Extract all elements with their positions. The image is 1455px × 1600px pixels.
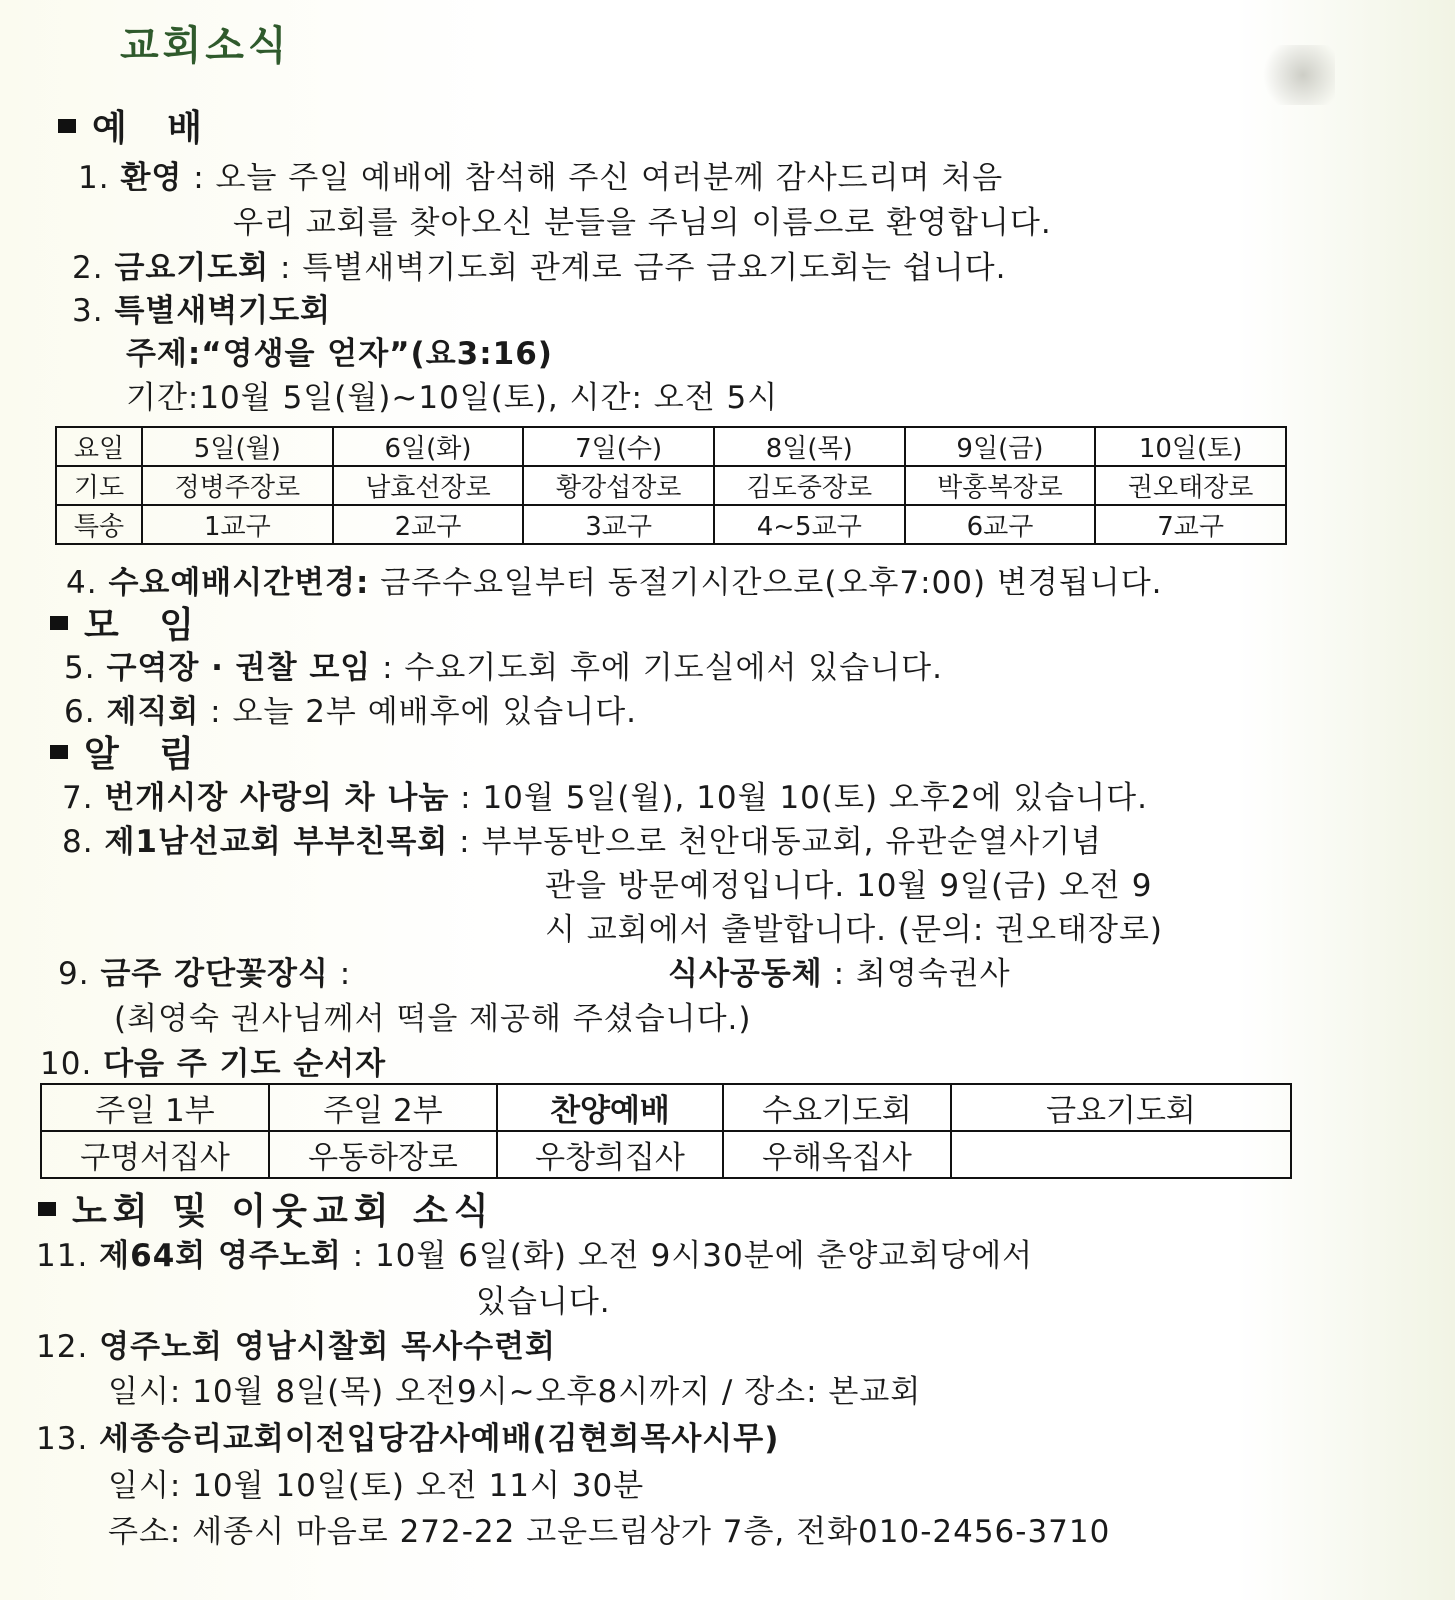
item-text: 수요기도회 후에 기도실에서 있습니다. xyxy=(404,650,943,686)
section-notice-title: 알 림 xyxy=(84,734,209,775)
table-cell: 박홍복장로 xyxy=(905,466,1096,505)
table-row xyxy=(41,1084,1291,1131)
item-text: 10월 5일(월), 10월 10(토) 오후2에 있습니다. xyxy=(482,780,1148,816)
table-cell: 금요기도회 xyxy=(951,1084,1291,1131)
item-10 xyxy=(40,1038,386,1083)
item-text: 금주수요일부터 동절기시간으로(오후7:00) 변경됩니다. xyxy=(380,565,1163,601)
item-number: 2. xyxy=(72,250,104,286)
item-9-note: (최영숙 권사님께서 떡을 제공해 주셨습니다.) xyxy=(114,1001,752,1037)
item-12 xyxy=(36,1321,556,1366)
item-5 xyxy=(64,642,943,687)
item-separator: : xyxy=(460,780,472,816)
item-label: 금요기도회 xyxy=(114,250,270,286)
table-cell: 주일 1부 xyxy=(41,1084,269,1131)
section-worship xyxy=(58,100,216,151)
item-separator: : xyxy=(382,650,394,686)
item-number: 8. xyxy=(62,824,94,860)
item-number: 11. xyxy=(36,1238,89,1274)
item-label: 금주 강단꽃장식 xyxy=(100,956,329,992)
item-separator: : xyxy=(193,160,205,196)
item-number: 7. xyxy=(62,780,94,816)
item-8-cont-2: 시 교회에서 출발합니다. (문의: 권오태장로) xyxy=(545,912,1163,948)
table-cell: 정병주장로 xyxy=(142,466,333,505)
item-13-address: 주소: 세종시 마음로 272-22 고운드림상가 7층, 전화010-2456-3710 xyxy=(108,1514,1111,1550)
item-label: 식사공동체 xyxy=(668,956,823,992)
prayer-schedule-table xyxy=(55,426,1287,545)
table-cell: 요일 xyxy=(56,427,142,466)
table-cell: 2교구 xyxy=(333,505,524,544)
item-2 xyxy=(72,242,1006,287)
item-11-cont: 있습니다. xyxy=(476,1284,611,1320)
section-notice xyxy=(50,726,208,777)
page-title: 교회소식 xyxy=(120,22,291,69)
table-cell: 6일(화) xyxy=(333,427,524,466)
table-cell: 3교구 xyxy=(523,505,714,544)
table-cell: 우해옥집사 xyxy=(723,1131,951,1178)
table-cell: 남효선장로 xyxy=(333,466,524,505)
item-3 xyxy=(72,285,331,330)
item-1-cont: 우리 교회를 찾아오신 분들을 주님의 이름으로 환영합니다. xyxy=(233,205,1052,241)
table-cell: 주일 2부 xyxy=(269,1084,497,1131)
bullet-square-icon xyxy=(50,616,68,630)
section-meeting-title: 모 임 xyxy=(84,605,209,646)
table-cell: 김도중장로 xyxy=(714,466,905,505)
bullet-square-icon xyxy=(38,1202,56,1216)
item-9 xyxy=(58,948,351,993)
item-text: 10월 6일(화) 오전 9시30분에 춘양교회당에서 xyxy=(374,1238,1034,1274)
table-cell: 우창희집사 xyxy=(497,1131,723,1178)
item-label: 특별새벽기도회 xyxy=(114,293,332,329)
item-9-meal xyxy=(668,948,1011,993)
item-separator: : xyxy=(280,250,292,286)
table-row xyxy=(41,1131,1291,1178)
item-label: 구역장 · 권찰 모임 xyxy=(106,650,372,686)
bullet-square-icon xyxy=(50,745,68,759)
table-row xyxy=(56,427,1286,466)
item-number: 3. xyxy=(72,293,104,329)
section-presbytery-title: 노회 및 이웃교회 소식 xyxy=(72,1191,495,1232)
table-cell: 구명서집사 xyxy=(41,1131,269,1178)
item-7 xyxy=(62,772,1148,817)
item-label: 수요예배시간변경: xyxy=(108,565,370,601)
paper-smudge xyxy=(1255,45,1335,105)
table-cell: 우동하장로 xyxy=(269,1131,497,1178)
item-number: 13. xyxy=(36,1421,89,1457)
item-number: 5. xyxy=(64,650,96,686)
item-label: 번개시장 사랑의 차 나눔 xyxy=(104,780,450,816)
section-presbytery xyxy=(38,1183,495,1234)
table-row xyxy=(56,466,1286,505)
item-number: 10. xyxy=(40,1046,93,1082)
table-cell: 9일(금) xyxy=(905,427,1096,466)
table-cell: 5일(월) xyxy=(142,427,333,466)
item-number: 6. xyxy=(64,694,96,730)
item-8-cont-1: 관을 방문예정입니다. 10월 9일(금) 오전 9 xyxy=(545,868,1153,904)
table-row xyxy=(56,505,1286,544)
table-cell: 8일(목) xyxy=(714,427,905,466)
next-week-prayer-table xyxy=(40,1083,1292,1179)
item-separator: : xyxy=(459,824,471,860)
item-separator: : xyxy=(210,694,222,730)
table-cell: 4~5교구 xyxy=(714,505,905,544)
item-text: 오늘 주일 예배에 참석해 주신 여러분께 감사드리며 처음 xyxy=(215,160,1004,196)
table-cell: 10일(토) xyxy=(1095,427,1286,466)
item-label: 제64회 영주노회 xyxy=(99,1238,342,1274)
item-label: 세종승리교회이전입당감사예배(김현희목사시무) xyxy=(99,1421,780,1457)
item-separator: : xyxy=(352,1238,365,1274)
item-13-date: 일시: 10월 10일(토) 오전 11시 30분 xyxy=(108,1468,645,1504)
item-text: : 최영숙권사 xyxy=(833,956,1011,992)
item-8 xyxy=(62,816,1102,861)
table-cell: 찬양예배 xyxy=(497,1084,723,1131)
table-cell: 7일(수) xyxy=(523,427,714,466)
table-cell xyxy=(951,1131,1291,1178)
table-cell: 7교구 xyxy=(1095,505,1286,544)
section-worship-title: 예 배 xyxy=(92,108,217,149)
item-11 xyxy=(36,1230,1033,1275)
item-text: 부부동반으로 천안대동교회, 유관순열사기념 xyxy=(481,824,1102,860)
item-label: 제직회 xyxy=(106,694,200,730)
item-3-theme: 주제:“영생을 얻자”(요3:16) xyxy=(126,336,553,372)
table-cell: 특송 xyxy=(56,505,142,544)
table-cell: 권오태장로 xyxy=(1095,466,1286,505)
table-cell: 황강섭장로 xyxy=(523,466,714,505)
item-4 xyxy=(66,557,1163,602)
table-cell: 수요기도회 xyxy=(723,1084,951,1131)
item-number: 4. xyxy=(66,565,98,601)
item-3-period: 기간:10월 5일(월)~10일(토), 시간: 오전 5시 xyxy=(126,380,779,416)
table-cell: 6교구 xyxy=(905,505,1096,544)
item-label: 제1남선교회 부부친목회 xyxy=(104,824,449,860)
item-label: 환영 xyxy=(120,160,183,196)
item-number: 9. xyxy=(58,956,90,992)
table-cell: 기도 xyxy=(56,466,142,505)
item-separator: : xyxy=(339,956,352,992)
item-1 xyxy=(78,152,1003,197)
item-label: 다음 주 기도 순서자 xyxy=(103,1046,387,1082)
item-12-detail: 일시: 10월 8일(목) 오전9시~오후8시까지 / 장소: 본교회 xyxy=(108,1374,922,1410)
bullet-square-icon xyxy=(58,119,76,133)
section-meeting xyxy=(50,597,208,648)
item-text: 오늘 2부 예배후에 있습니다. xyxy=(232,694,637,730)
item-number: 1. xyxy=(78,160,110,196)
item-6 xyxy=(64,686,637,731)
item-number: 12. xyxy=(36,1329,89,1365)
table-cell: 1교구 xyxy=(142,505,333,544)
item-text: 특별새벽기도회 관계로 금주 금요기도회는 쉽니다. xyxy=(302,250,1007,286)
item-13 xyxy=(36,1413,779,1458)
item-label: 영주노회 영남시찰회 목사수련회 xyxy=(99,1329,556,1365)
